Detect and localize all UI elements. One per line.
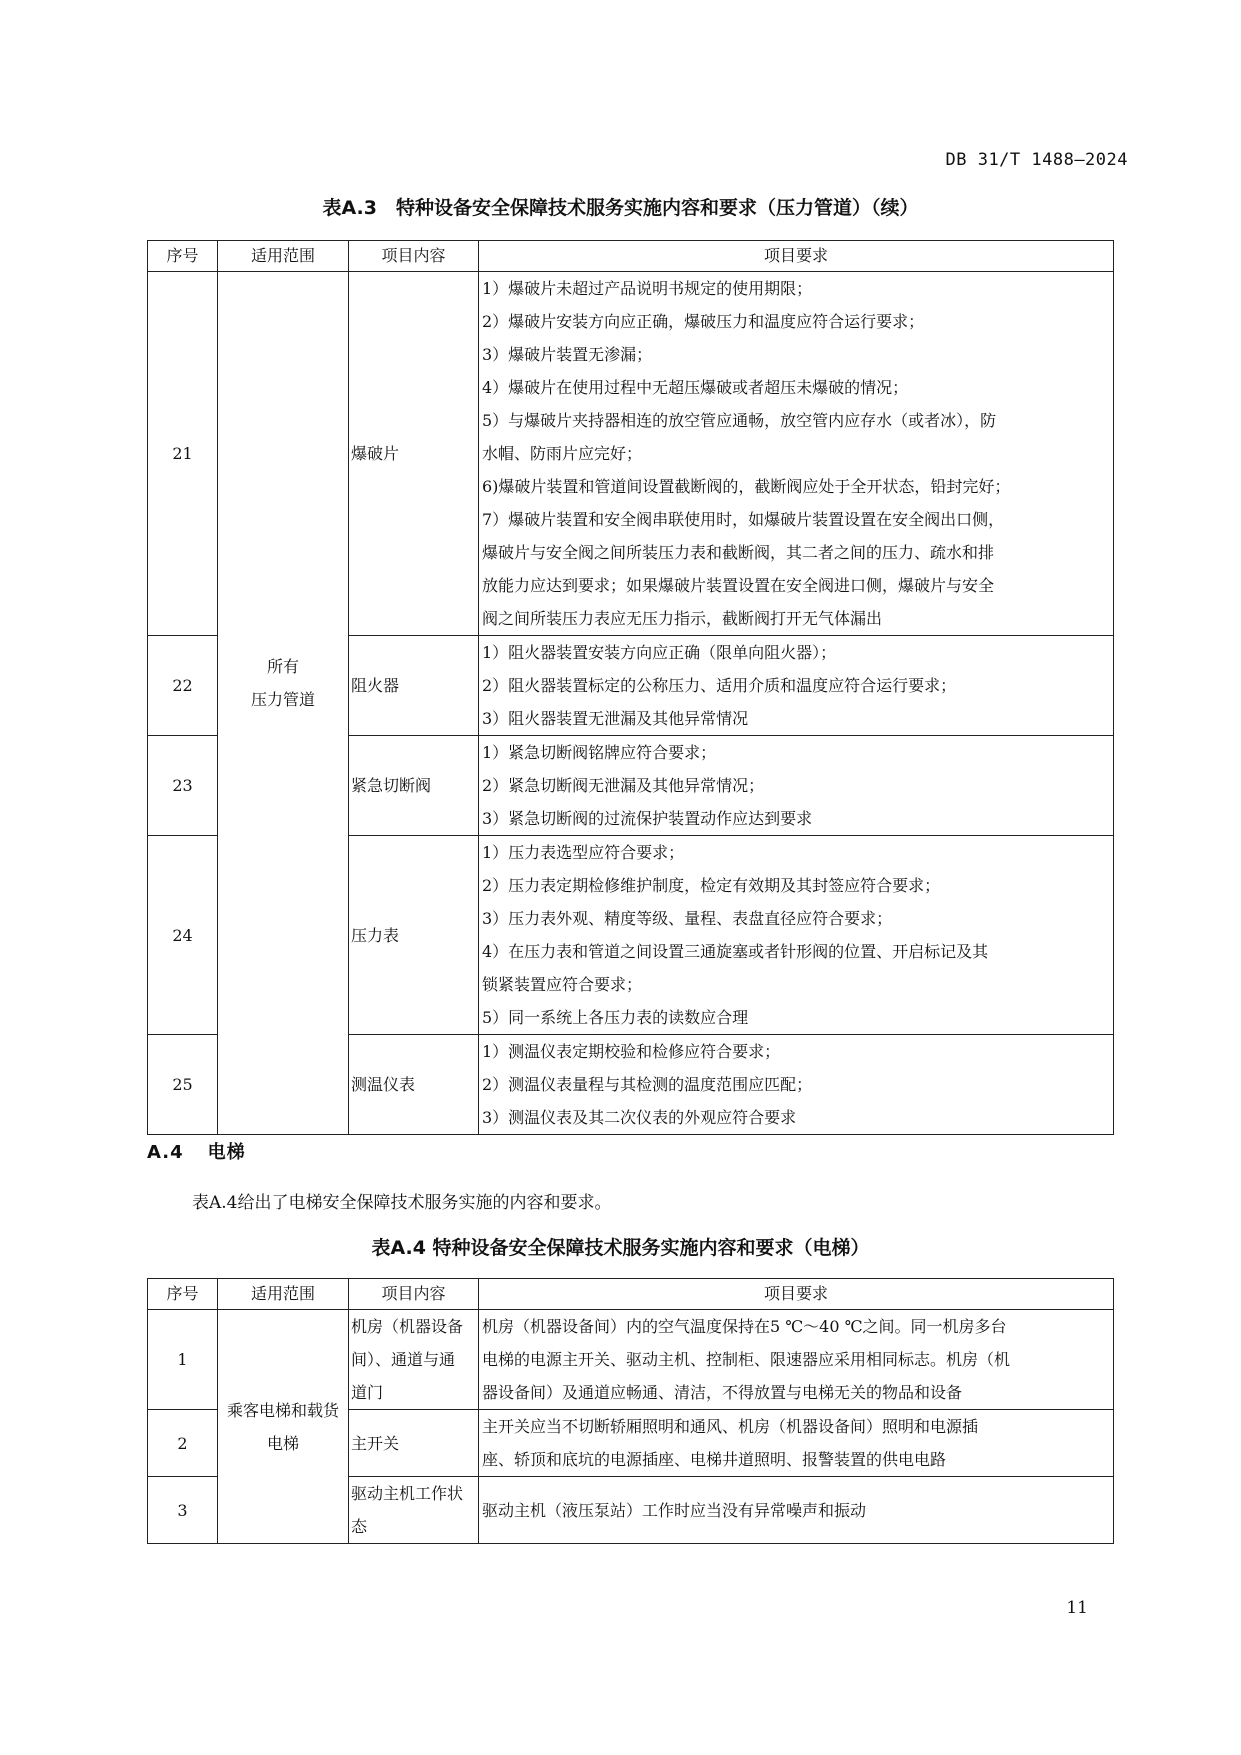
row-number: 25 [148, 1035, 218, 1135]
item-name: 测温仪表 [349, 1035, 479, 1135]
requirement-line: 3）爆破片装置无渗漏； [482, 345, 653, 364]
table-row [148, 1310, 1114, 1410]
item-line: 道门 [351, 1383, 384, 1402]
row-number: 22 [148, 636, 218, 736]
requirement-line: 1）压力表选型应符合要求； [482, 843, 685, 862]
requirement-line: 5）同一系统上各压力表的读数应合理 [482, 1008, 749, 1027]
row-number: 24 [148, 836, 218, 1035]
row-number: 21 [148, 272, 218, 636]
requirement-line: 3）阻火器装置无泄漏及其他异常情况 [482, 709, 749, 728]
col-header-requirement: 项目要求 [479, 241, 1114, 272]
item-line: 态 [351, 1517, 368, 1536]
col-header-item: 项目内容 [349, 1279, 479, 1310]
item-line: 主开关 [351, 1433, 400, 1453]
requirement-line: 器设备间）及通道应畅通、清洁，不得放置与电梯无关的物品和设备 [482, 1383, 963, 1402]
row-number: 2 [148, 1410, 218, 1477]
requirement-line: 机房（机器设备间）内的空气温度保持在5 ℃～40 ℃之间。同一机房多台 [482, 1317, 1007, 1336]
requirement-line: 2）爆破片安装方向应正确，爆破压力和温度应符合运行要求； [482, 312, 925, 331]
requirement-cell [479, 836, 1114, 1035]
item-name: 压力表 [349, 836, 479, 1035]
table-a4 [147, 1278, 1114, 1544]
requirement-cell [479, 1035, 1114, 1135]
row-number: 1 [148, 1310, 218, 1410]
scope-cell [218, 272, 349, 1135]
item-line: 驱动主机工作状 [351, 1484, 464, 1503]
requirement-line: 6)爆破片装置和管道间设置截断阀的，截断阀应处于全开状态，铅封完好； [482, 477, 1011, 496]
col-header-no: 序号 [148, 241, 218, 272]
requirement-line: 2）紧急切断阀无泄漏及其他异常情况； [482, 776, 765, 795]
item-name [349, 1477, 479, 1544]
section-intro: 表A.4给出了电梯安全保障技术服务实施的内容和要求。 [192, 1193, 612, 1213]
requirement-line: 2）测温仪表量程与其检测的温度范围应匹配； [482, 1075, 813, 1094]
requirement-line: 水帽、防雨片应完好； [482, 444, 643, 463]
section-title: 电梯 [207, 1142, 246, 1163]
scope-line: 压力管道 [250, 690, 315, 709]
table-a3-header-row [148, 241, 1114, 272]
requirement-cell [479, 736, 1114, 836]
section-heading [147, 1138, 246, 1164]
item-line: 机房（机器设备 [351, 1317, 464, 1336]
scope-line: 电梯 [266, 1433, 299, 1453]
item-name: 紧急切断阀 [349, 736, 479, 836]
row-number: 3 [148, 1477, 218, 1544]
standard-code: DB 31/T 1488—2024 [945, 150, 1128, 170]
item-line: 间）、通道与通 [351, 1350, 456, 1369]
requirement-line: 7）爆破片装置和安全阀串联使用时，如爆破片装置设置在安全阀出口侧， [482, 510, 1005, 529]
requirement-cell [479, 272, 1114, 636]
scope-cell [218, 1310, 349, 1544]
requirement-cell [479, 636, 1114, 736]
col-header-scope: 适用范围 [218, 241, 349, 272]
scope-line: 所有 [266, 657, 299, 676]
requirement-line: 4）在压力表和管道之间设置三通旋塞或者针形阀的位置、开启标记及其 [482, 942, 989, 961]
requirement-cell [479, 1477, 1114, 1544]
requirement-cell [479, 1410, 1114, 1477]
item-name: 爆破片 [349, 272, 479, 636]
requirement-line: 2）压力表定期检修维护制度，检定有效期及其封签应符合要求； [482, 876, 941, 895]
requirement-line: 1）阻火器装置安装方向应正确（限单向阻火器）； [482, 643, 837, 662]
table-a4-caption: 表A.4 特种设备安全保障技术服务实施内容和要求（电梯） [371, 1237, 870, 1259]
requirement-line: 3）紧急切断阀的过流保护装置动作应达到要求 [482, 809, 813, 828]
col-header-item: 项目内容 [349, 241, 479, 272]
requirement-line: 1）紧急切断阀铭牌应符合要求； [482, 743, 717, 762]
col-header-scope: 适用范围 [218, 1279, 349, 1310]
requirement-line: 2）阻火器装置标定的公称压力、适用介质和温度应符合运行要求； [482, 676, 957, 695]
table-row [148, 272, 1114, 636]
table-a3-caption: 表A.3 特种设备安全保障技术服务实施内容和要求（压力管道）（续） [322, 197, 919, 219]
col-header-requirement: 项目要求 [479, 1279, 1114, 1310]
requirement-line: 驱动主机（液压泵站）工作时应当没有异常噪声和振动 [482, 1500, 867, 1520]
page-number: 11 [1066, 1598, 1088, 1618]
requirement-line: 5）与爆破片夹持器相连的放空管应通畅，放空管内应存水（或者冰），防 [482, 411, 997, 430]
requirement-line: 3）测温仪表及其二次仪表的外观应符合要求 [482, 1108, 797, 1127]
requirement-line: 爆破片与安全阀之间所装压力表和截断阀，其二者之间的压力、疏水和排 [482, 543, 995, 562]
table-a3 [147, 240, 1114, 1135]
requirement-line: 放能力应达到要求；如果爆破片装置设置在安全阀进口侧，爆破片与安全 [482, 576, 995, 595]
requirement-line: 主开关应当不切断轿厢照明和通风、机房（机器设备间）照明和电源插 [482, 1417, 979, 1436]
item-name [349, 1410, 479, 1477]
col-header-no: 序号 [148, 1279, 218, 1310]
requirement-line: 4）爆破片在使用过程中无超压爆破或者超压未爆破的情况； [482, 378, 909, 397]
table-a4-header-row [148, 1279, 1114, 1310]
requirement-cell [479, 1310, 1114, 1410]
requirement-line: 锁紧装置应符合要求； [482, 975, 643, 994]
section-number: A.4 [147, 1142, 184, 1163]
requirement-line: 1）测温仪表定期校验和检修应符合要求； [482, 1042, 781, 1061]
row-number: 23 [148, 736, 218, 836]
scope-line: 乘客电梯和载货 [226, 1400, 339, 1420]
requirement-line: 1）爆破片未超过产品说明书规定的使用期限； [482, 279, 813, 298]
requirement-line: 电梯的电源主开关、驱动主机、控制柜、限速器应采用相同标志。机房（机 [482, 1350, 1011, 1369]
item-name [349, 1310, 479, 1410]
requirement-line: 3）压力表外观、精度等级、量程、表盘直径应符合要求； [482, 909, 893, 928]
requirement-line: 阀之间所装压力表应无压力指示，截断阀打开无气体漏出 [482, 609, 883, 628]
item-name: 阻火器 [349, 636, 479, 736]
requirement-line: 座、轿顶和底坑的电源插座、电梯井道照明、报警装置的供电电路 [482, 1450, 947, 1469]
